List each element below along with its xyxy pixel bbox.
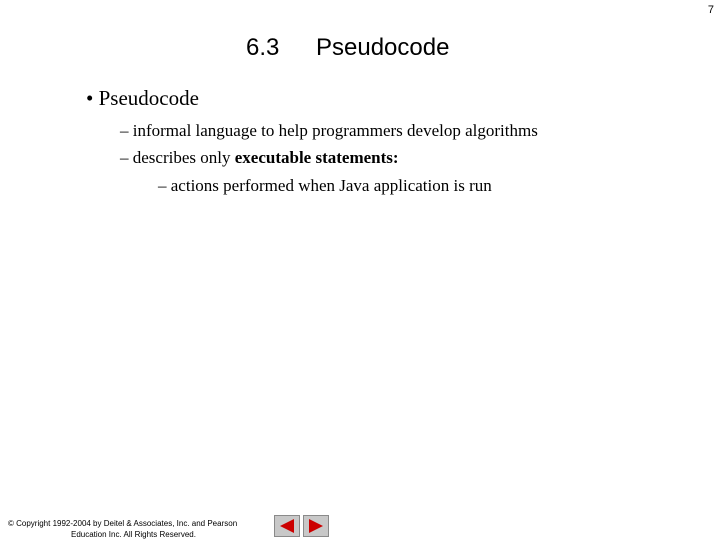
copyright-line-1: © Copyright 1992-2004 by Deitel & Associates, Inc. and Pearson: [8, 519, 238, 528]
bullet-marker: •: [86, 86, 94, 110]
section-number: 6.3: [246, 34, 280, 61]
sub-bullet-informal: – informal language to help programmers develop algorithms: [120, 121, 538, 140]
copyright-line-2: Education Inc. All Rights Reserved.: [71, 530, 196, 539]
main-bullet-text: Pseudocode: [98, 86, 199, 110]
next-slide-button[interactable]: [303, 515, 329, 537]
triangle-left-icon: [275, 516, 299, 536]
previous-slide-button[interactable]: [274, 515, 300, 537]
sub-bullet-describes: [120, 148, 399, 168]
section-title: Pseudocode: [316, 34, 450, 61]
copyright-footer: [8, 518, 237, 540]
main-bullet: [86, 86, 199, 111]
sub-sub-bullet-actions: – actions performed when Java application is run: [158, 176, 492, 195]
slide-title: [246, 34, 449, 62]
page-number: 7: [707, 4, 714, 16]
triangle-right-icon: [304, 516, 328, 536]
sub-bullet-describes-text: – describes only: [120, 148, 235, 167]
executable-statements-term: executable statements:: [234, 148, 399, 167]
